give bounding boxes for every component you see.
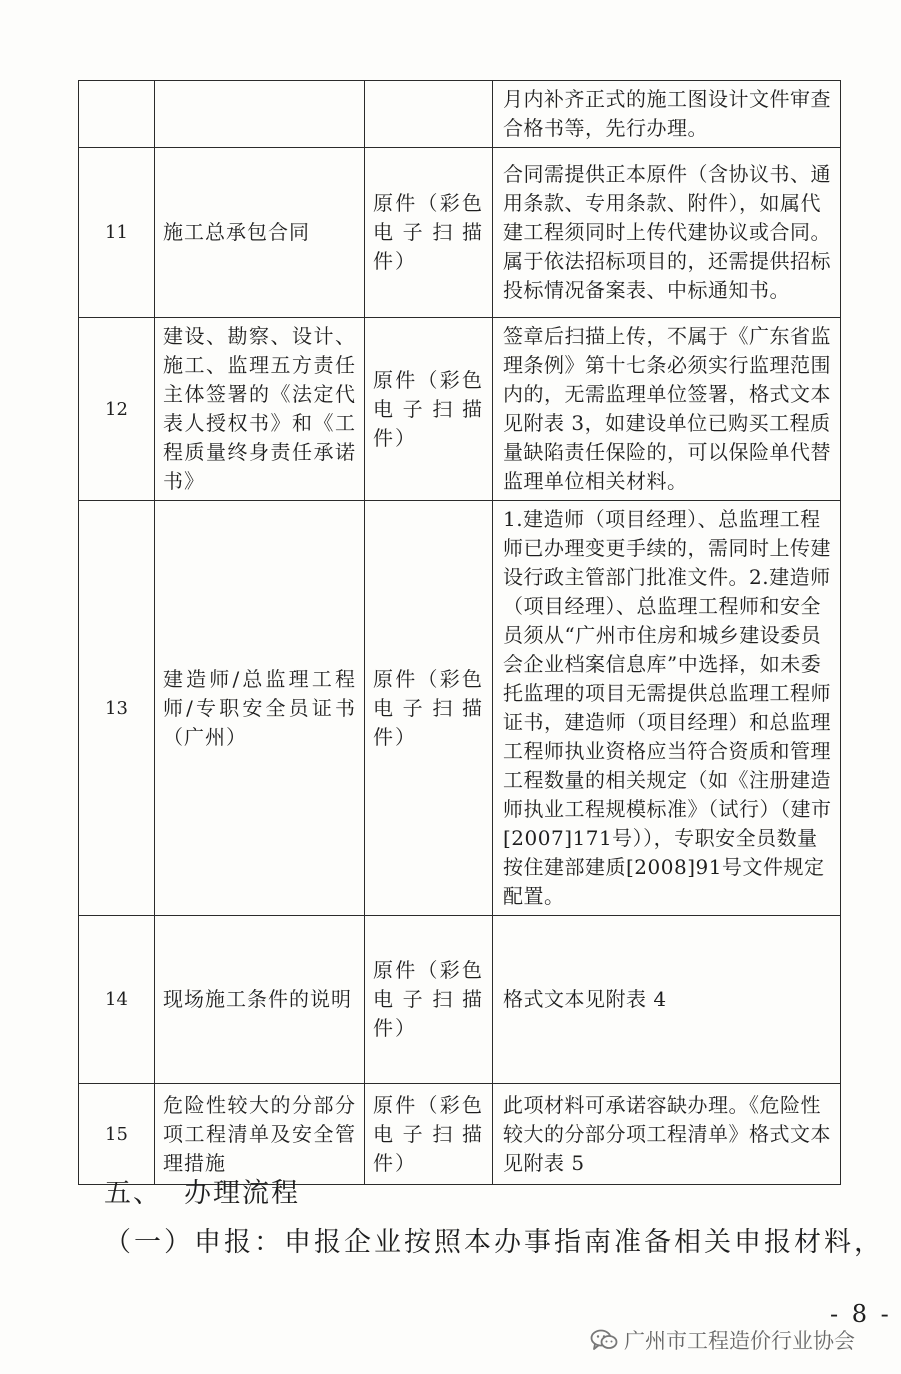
- table-row: [79, 81, 841, 148]
- material-name: 建造师/总监理工程师/专职安全员证书（广州）: [155, 501, 365, 916]
- material-name: 建设、勘察、设计、施工、监理五方责任主体签署的《法定代表人授权书》和《工程质量终身责任承诺书》: [155, 318, 365, 501]
- body-paragraph: （一）申报：申报企业按照本办事指南准备相关申报材料，: [104, 1227, 884, 1258]
- section-heading: [104, 1171, 300, 1210]
- material-form: 原件（彩色电子扫描件）: [365, 148, 493, 318]
- material-note: 签章后扫描上传，不属于《广东省监理条例》第十七条必须实行监理范围内的，无需监理单位签署，格式文本见附表 3，如建设单位已购买工程质量缺陷责任保险的，可以保险单代替监理单位相关材料。: [493, 318, 841, 501]
- material-form: 原件（彩色电子扫描件）: [365, 916, 493, 1084]
- material-note: 合同需提供正本原件（含协议书、通用条款、专用条款、附件），如属代建工程须同时上传代建协议或合同。属于依法招标项目的，还需提供招标投标情况备案表、中标通知书。: [493, 148, 841, 318]
- row-number: 14: [79, 916, 155, 1084]
- row-number: 12: [79, 318, 155, 501]
- footer-brand-name: 广州市工程造价行业协会: [624, 1329, 855, 1353]
- material-note: 月内补齐正式的施工图设计文件审查合格书等，先行办理。: [493, 81, 841, 148]
- wechat-icon: [590, 1328, 618, 1352]
- material-form: 原件（彩色电子扫描件）: [365, 1084, 493, 1185]
- material-form: 原件（彩色电子扫描件）: [365, 501, 493, 916]
- material-name: 施工总承包合同: [155, 148, 365, 318]
- row-number: 13: [79, 501, 155, 916]
- table-row: [79, 916, 841, 1084]
- material-note: 此项材料可承诺容缺办理。《危险性较大的分部分项工程清单》格式文本见附表 5: [493, 1084, 841, 1185]
- materials-table: [78, 80, 841, 1185]
- material-name: 危险性较大的分部分项工程清单及安全管理措施: [155, 1084, 365, 1185]
- row-number: 15: [79, 1084, 155, 1185]
- row-number: 11: [79, 148, 155, 318]
- material-name: [155, 81, 365, 148]
- material-note: 1.建造师（项目经理）、总监理工程师已办理变更手续的，需同时上传建设行政主管部门批准文件。2.建造师（项目经理）、总监理工程师和安全员须从“广州市住房和城乡建设委员会企业档案信息库”中选择，如未委托监理的项目无需提供总监理工程师证书，建造师（项目经理）和总监理工程师执业资格应当符合资质和管理工程数量的相关规定（如《注册建造师执业工程规模标准》（试行）（建市[2007]171号）），专职安全员数量按住建部建质[2008]91号文件规定配置。: [493, 501, 841, 916]
- row-number: [79, 81, 155, 148]
- material-name: 现场施工条件的说明: [155, 916, 365, 1084]
- table-row: [79, 1084, 841, 1185]
- table-row: [79, 148, 841, 318]
- section-title: 办理流程: [184, 1178, 300, 1209]
- table-row: [79, 318, 841, 501]
- material-form: 原件（彩色电子扫描件）: [365, 318, 493, 501]
- material-form: [365, 81, 493, 148]
- page-number: - 8 -: [830, 1300, 892, 1328]
- section-number: 五、: [104, 1178, 162, 1209]
- footer-watermark: [590, 1325, 855, 1355]
- material-note: 格式文本见附表 4: [493, 916, 841, 1084]
- table-row: [79, 501, 841, 916]
